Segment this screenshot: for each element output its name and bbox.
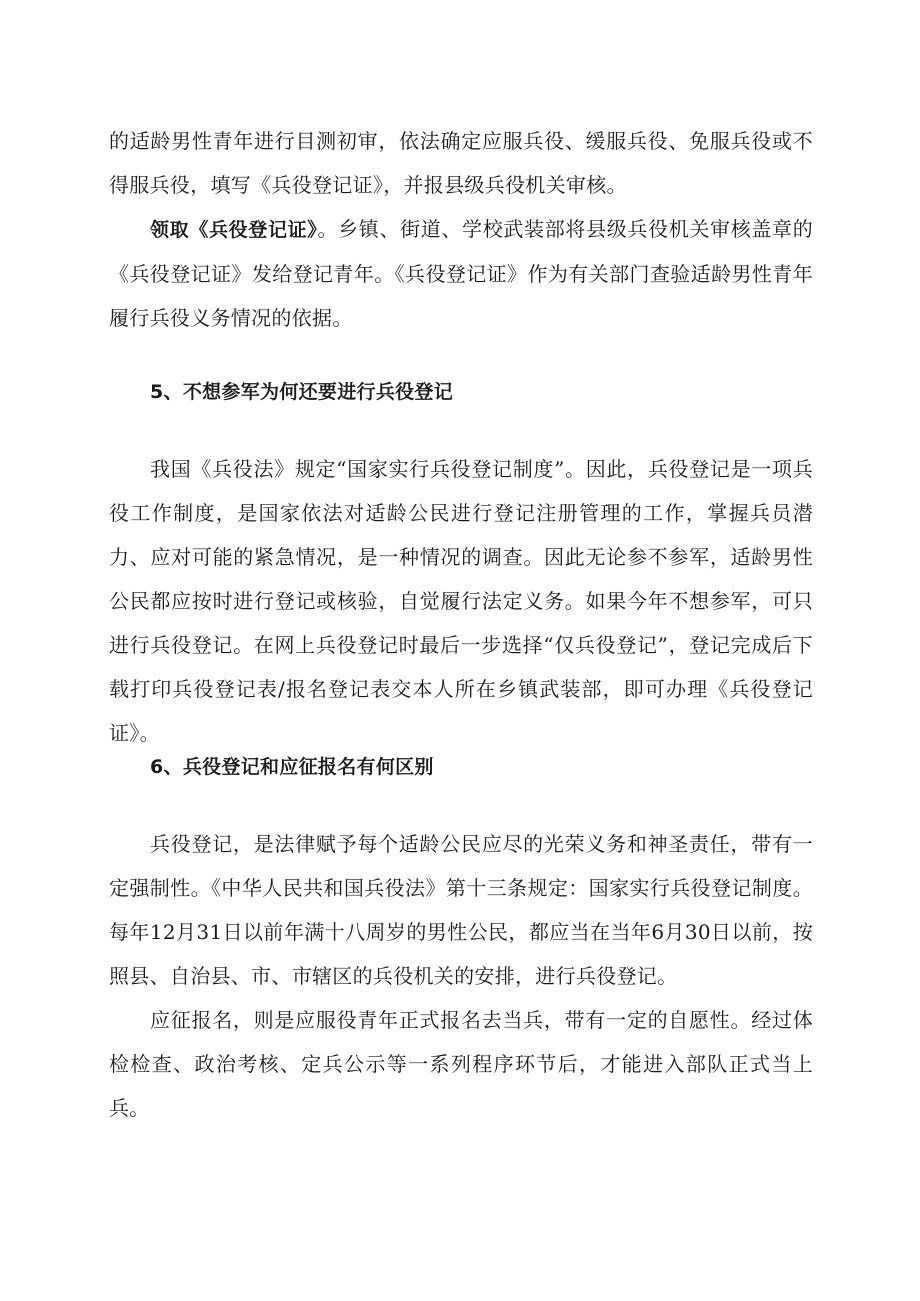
section-heading-5: [109, 377, 813, 407]
heading-text: 5、不想参军为何还要进行兵役登记: [150, 381, 454, 403]
paragraph-lead-bold: 领取《兵役登记证》: [150, 219, 318, 241]
section-heading-6: [109, 752, 813, 782]
paragraph-text: 。乡镇、街道、学校武装部将县级兵役机关审核盖章的《兵役登记证》发给登记青年。《兵役登记证》作为有关部门查验适龄男性青年履行兵役义务情况的依据。: [109, 217, 814, 330]
paragraph-text: 的适龄男性青年进行目测初审，依法确定应服兵役、缓服兵役、免服兵役或不得服兵役，填写《兵役登记证》，并报县级兵役机关审核。: [109, 129, 813, 197]
paragraph-receive-certificate: [109, 207, 813, 340]
paragraph-text: 应征报名，则是应服役青年正式报名去当兵，带有一定的自愿性。经过体检检查、政治考核、定兵公示等一系列程序环节后，才能进入部队正式当上兵。: [109, 1008, 813, 1120]
paragraph-section-6a: [109, 822, 813, 998]
paragraph-section-6b: [109, 998, 813, 1130]
paragraph-section-5: [109, 447, 813, 755]
paragraph-text: 兵役登记，是法律赋予每个适龄公民应尽的光荣义务和神圣责任，带有一定强制性。《中华人民共和国兵役法》第十三条规定：国家实行兵役登记制度。每年12月31日以前年满十八周岁的男性公民，都应当在当年6月30日以前，按照县、自治县、市、市辖区的兵役机关的安排，进行兵役登记。: [109, 832, 813, 988]
paragraph-continued: [109, 119, 813, 207]
heading-text: 6、兵役登记和应征报名有何区别: [150, 756, 434, 778]
paragraph-text: 我国《兵役法》规定“国家实行兵役登记制度”。因此，兵役登记是一项兵役工作制度，是国家依法对适龄公民进行登记注册管理的工作，掌握兵员潜力、应对可能的紧急情况，是一种情况的调查。因此无论参不参军，适龄男性公民都应按时进行登记或核验，自觉履行法定义务。如果今年不想参军，可只进行兵役登记。在网上兵役登记时最后一步选择“仅兵役登记”，登记完成后下载打印兵役登记表/报名登记表交本人所在乡镇武装部，即可办理《兵役登记证》。: [109, 457, 813, 745]
